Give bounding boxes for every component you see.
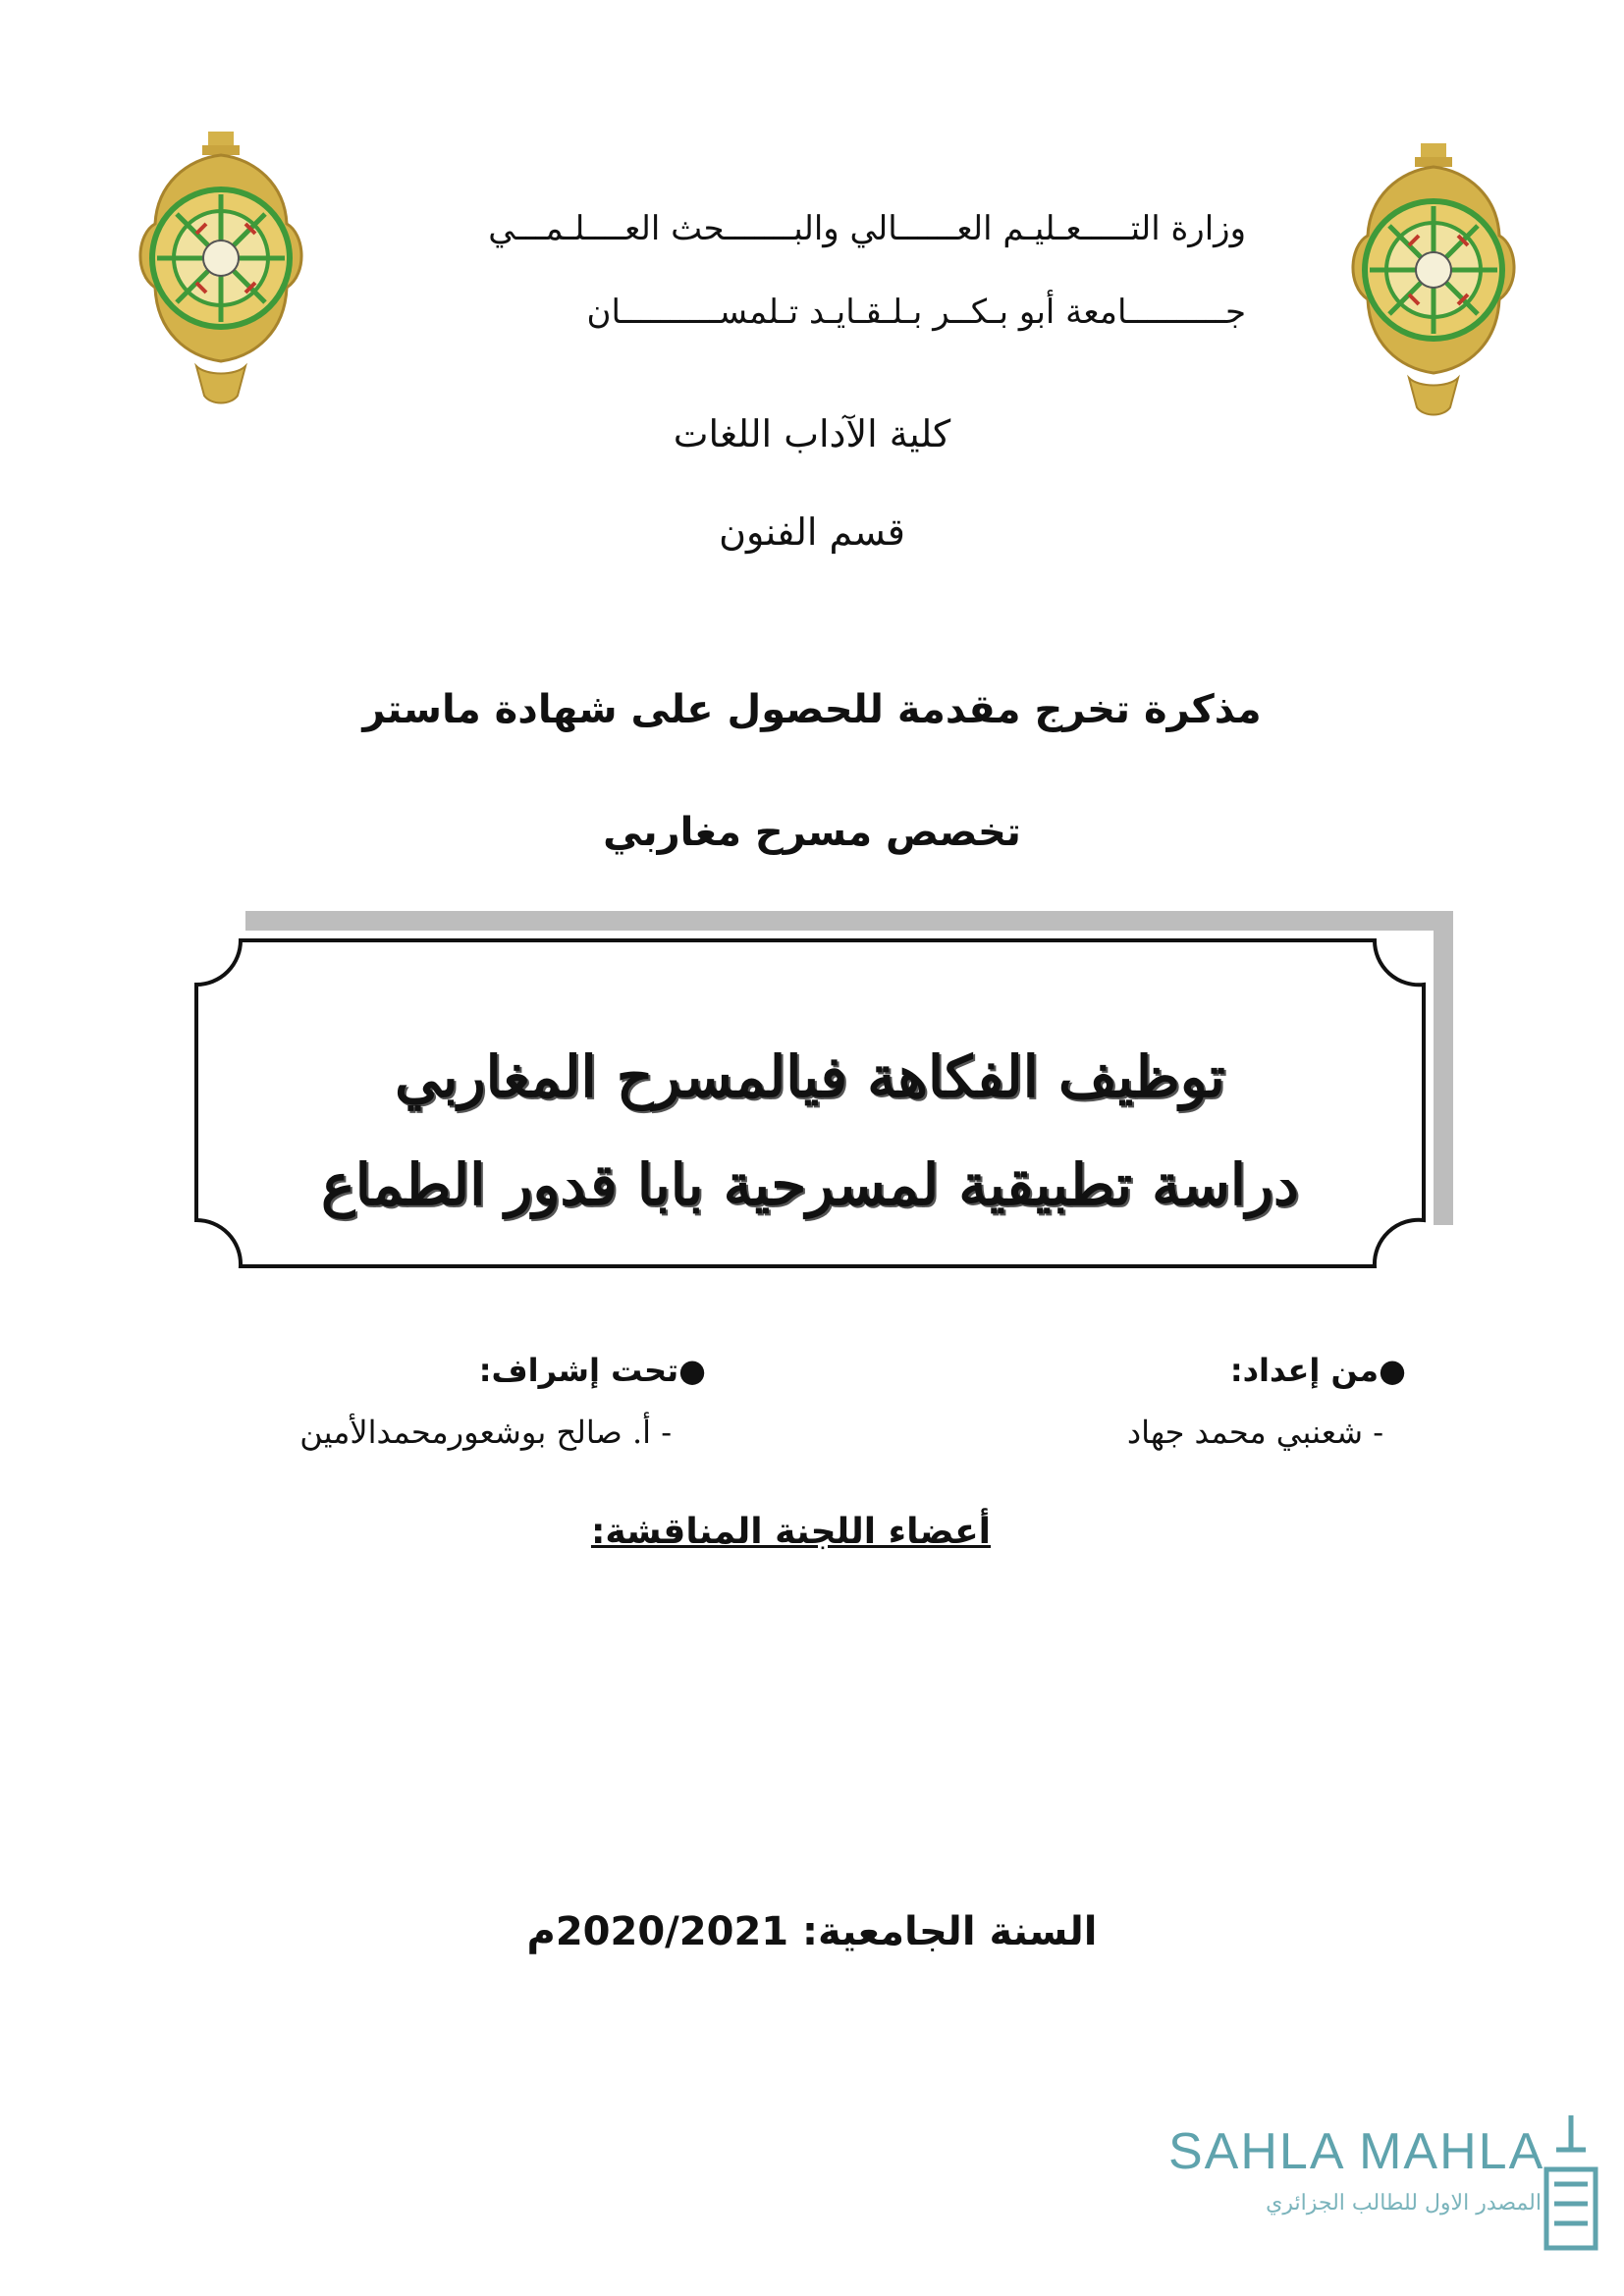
prepared-by-heading: ●من إعداد: [1229, 1352, 1406, 1389]
university-line: جــــــــــامعة أبو بـكــر بـلـقـايـد تـلمســــــــــان [586, 293, 1246, 332]
committee-heading: أعضاء اللجنة المناقشة: [590, 1512, 991, 1552]
title-frame [167, 911, 1453, 1308]
degree-line: مذكرة تخرج مقدمة للحصول على شهادة ماستر [362, 687, 1262, 732]
watermark-brand: SAHLA MAHLA [1168, 2123, 1545, 2180]
thesis-title-line2: دراسة تطبيقية لمسرحية بابا قدور الطماع [321, 1151, 1299, 1218]
academic-year: السنة الجامعية: 2020/2021م [526, 1909, 1098, 1954]
faculty-name: كلية الآداب اللغات [673, 412, 951, 455]
supervisor-heading: ●تحت إشراف: [478, 1352, 706, 1389]
watermark-tagline: المصدر الاول للطالب الجزائري [1266, 2191, 1542, 2216]
department-name: قسم الفنون [719, 510, 905, 554]
university-emblem-right [1340, 137, 1527, 422]
sahla-mahla-watermark [1168, 2110, 1610, 2268]
thesis-title-line1: توظيف الفكاهة فيالمسرح المغاربي [395, 1043, 1225, 1110]
prepared-by-name: - شعنبي محمد جهاد [1126, 1414, 1383, 1451]
watermark-logo-icon [1537, 2110, 1605, 2258]
supervisor-name: - أ. صالح بوشعورمحمدالأمين [299, 1414, 672, 1451]
university-emblem-left [128, 126, 314, 410]
specialty-line: تخصص مسرح مغاربي [603, 810, 1021, 855]
ministry-line: وزارة التـــــعـليـم العــــــالي والبـــــــحث العــــلـمـــي [488, 209, 1246, 248]
